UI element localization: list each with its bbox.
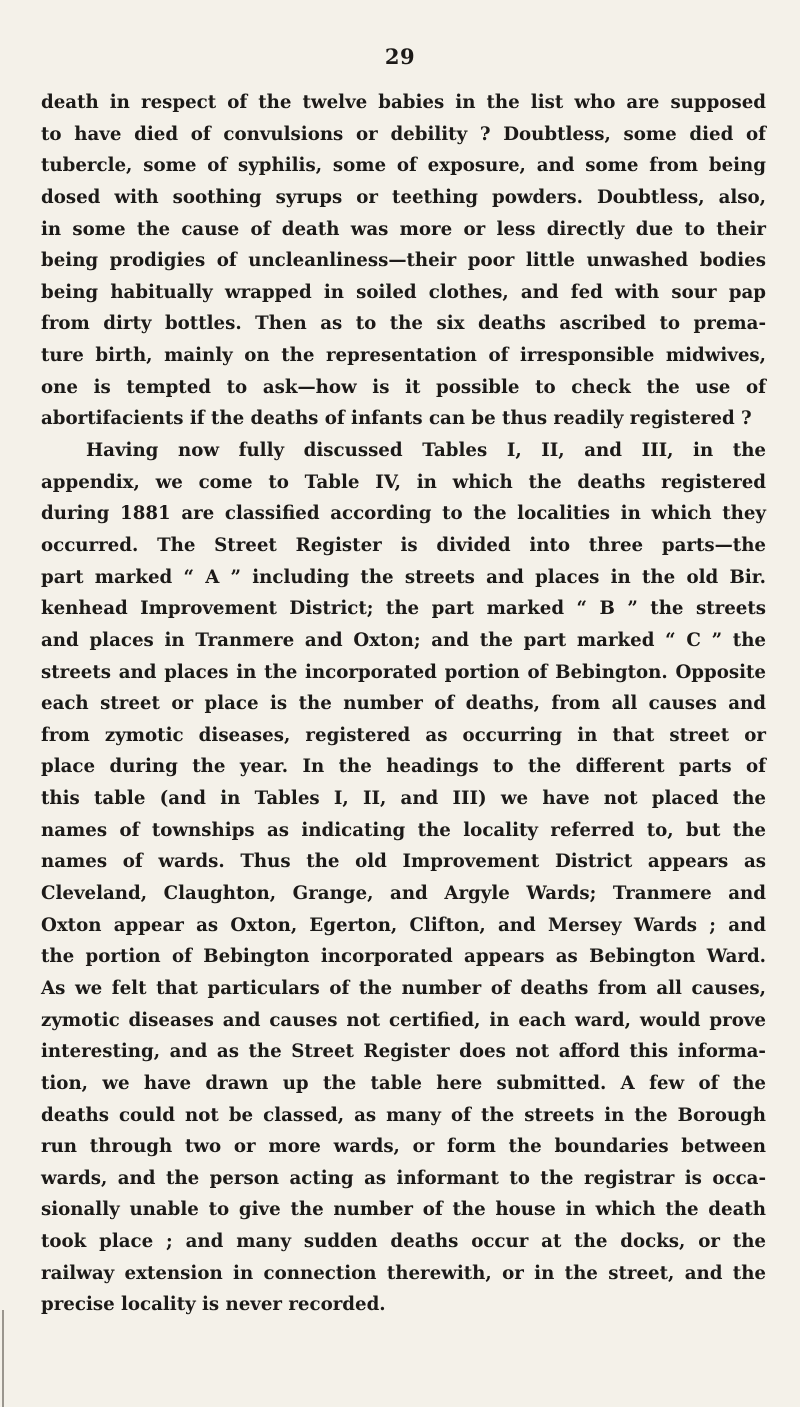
text-line: being prodigies of uncleanliness—their poor little unwashed bodies [41, 250, 766, 272]
text-line: kenhead Improvement District; the part marked “ B ” the streets [41, 598, 766, 620]
text-line: part marked “ A ” including the streets and places in the old Bir. [41, 566, 766, 588]
text-line: in some the cause of death was more or less directly due to their [41, 218, 766, 240]
text-line: tubercle, some of syphilis, some of exposure, and some from being [41, 155, 766, 177]
text-line: zymotic diseases and causes not certified, in each ward, would prove [41, 1009, 766, 1031]
text-line: deaths could not be classed, as many of the streets in the Borough [41, 1104, 766, 1126]
text-line: dosed with soothing syrups or teething powders. Doubtless, also, [41, 186, 766, 208]
paragraph-2 [41, 435, 766, 1321]
text-line: from zymotic diseases, registered as occurring in that street or [41, 724, 766, 746]
page-edge-shadow [2, 1310, 4, 1407]
text-line: death in respect of the twelve babies in the list who are supposed [41, 92, 766, 113]
text-line: and places in Tranmere and Oxton; and the part marked “ C ” the [41, 629, 766, 651]
text-line: during 1881 are classified according to the localities in which they [41, 503, 766, 525]
text-line: being habitually wrapped in soiled clothes, and fed with sour pap [41, 281, 766, 303]
text-line: run through two or more wards, or form the boundaries between [41, 1136, 766, 1158]
text-line: streets and places in the incorporated portion of Bebington. Opposite [41, 661, 766, 683]
text-line: the portion of Bebington incorporated appears as Bebington Ward. [41, 946, 766, 968]
text-line: each street or place is the number of deaths, from all causes and [41, 693, 766, 715]
text-line: As we felt that particulars of the number of deaths from all causes, [41, 977, 766, 999]
text-line: took place ; and many sudden deaths occur at the docks, or the [41, 1231, 766, 1253]
text-line: railway extension in connection therewith, or in the street, and the [41, 1262, 766, 1284]
text-line: Oxton appear as Oxton, Egerton, Clifton, and Mersey Wards ; and [41, 914, 766, 936]
paragraph-1 [41, 87, 766, 435]
text-line: names of townships as indicating the locality referred to, but the [41, 819, 766, 841]
text-line: one is tempted to ask—how is it possible to check the use of [41, 376, 766, 398]
page-number: 29 [384, 44, 416, 69]
text-line: place during the year. In the headings to the different parts of [41, 756, 766, 778]
text-line: tion, we have drawn up the table here submitted. A few of the [41, 1072, 766, 1094]
body-text [41, 87, 766, 1321]
text-line: occurred. The Street Register is divided into three parts—the [41, 534, 766, 556]
text-line: names of wards. Thus the old Improvement District appears as [41, 851, 766, 873]
text-line: appendix, we come to Table IV, in which the deaths registered [41, 471, 766, 493]
text-line: to have died of convulsions or debility ? Doubtless, some died of [41, 123, 766, 145]
text-line: from dirty bottles. Then as to the six deaths ascribed to prema- [41, 313, 766, 335]
text-line: precise locality is never recorded. [41, 1294, 386, 1316]
text-line: Having now fully discussed Tables I, II, and III, in the [86, 440, 766, 462]
text-line: abortifacients if the deaths of infants can be thus readily registered ? [41, 408, 752, 430]
text-line: wards, and the person acting as informant to the registrar is occa- [41, 1167, 766, 1189]
text-line: sionally unable to give the number of the house in which the death [41, 1199, 766, 1221]
text-line: ture birth, mainly on the representation of irresponsible midwives, [41, 345, 766, 367]
text-line: Cleveland, Claughton, Grange, and Argyle Wards; Tranmere and [41, 883, 766, 905]
text-line: interesting, and as the Street Register does not afford this informa- [41, 1041, 766, 1063]
text-line: this table (and in Tables I, II, and III) we have not placed the [41, 788, 766, 810]
